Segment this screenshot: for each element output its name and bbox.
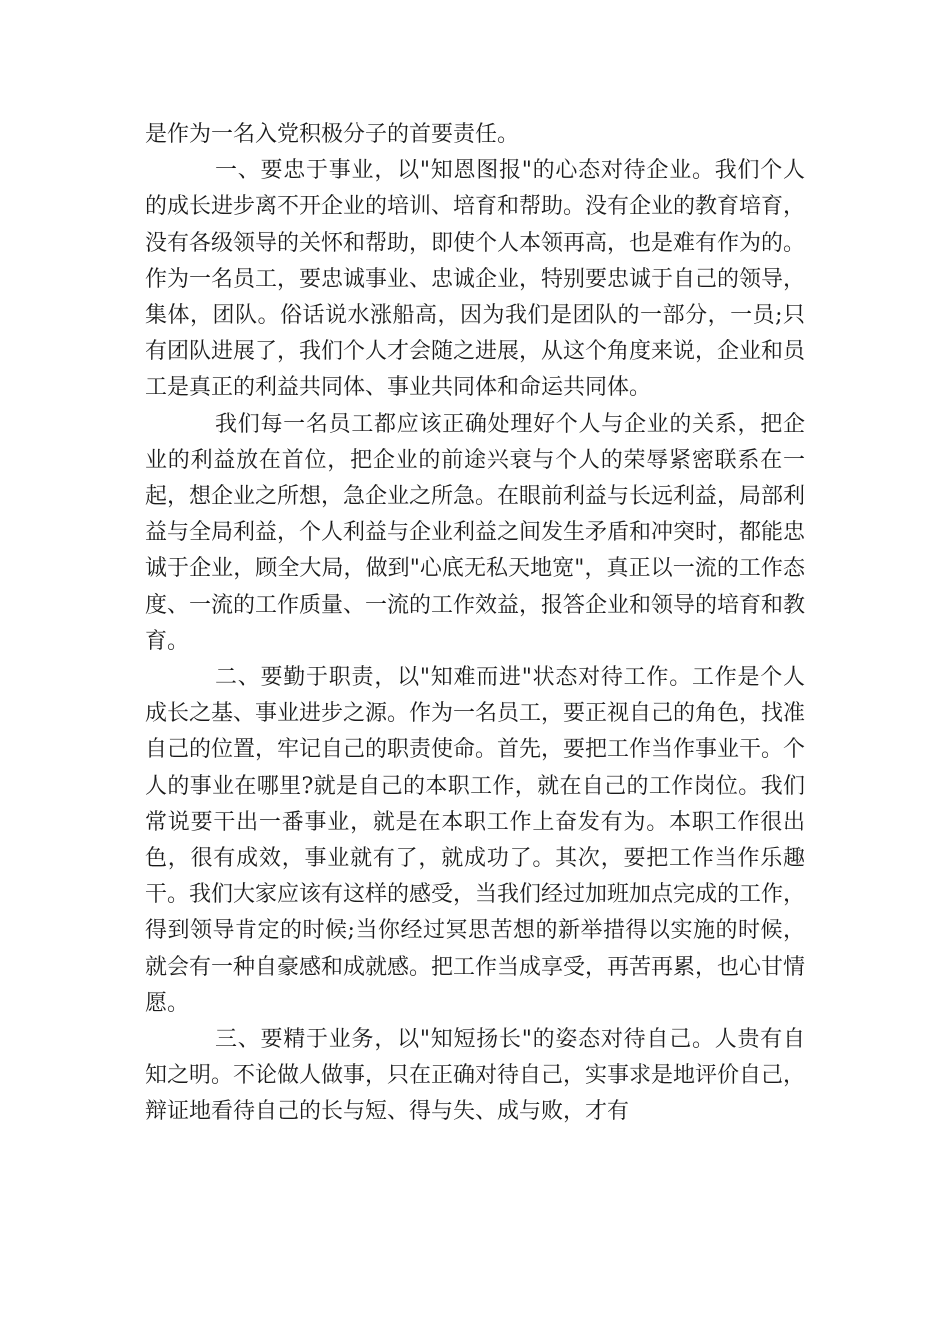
- paragraph-1: 一、要忠于事业，以"知恩图报"的心态对待企业。我们个人的成长进步离不开企业的培训、培育和帮助。没有企业的教育培育，没有各级领导的关怀和帮助，即使个人本领再高，也是难有作为的。作为一名员工，要忠诚事业、忠诚企业，特别要忠诚于自己的领导，集体，团队。俗话说水涨船高，因为我们是团队的一部分，一员;只有团队进展了，我们个人才会随之进展，从这个角度来说，企业和员工是真正的利益共同体、事业共同体和命运共同体。: [145, 158, 806, 401]
- paragraph-2: 我们每一名员工都应该正确处理好个人与企业的关系，把企业的利益放在首位，把企业的前途兴衰与个人的荣辱紧密联系在一起，想企业之所想，急企业之所急。在眼前利益与长远利益，局部利益与全局利益，个人利益与企业利益之间发生矛盾和冲突时，都能忠诚于企业，顾全大局，做到"心底无私天地宽"，真正以一流的工作态度、一流的工作质量、一流的工作效益，报答企业和领导的培育和教育。: [145, 411, 806, 654]
- paragraph-0: 是作为一名入党积极分子的首要责任。: [145, 122, 520, 147]
- document-body: [145, 117, 805, 1131]
- paragraph-3: 二、要勤于职责，以"知难而进"状态对待工作。工作是个人成长之基、事业进步之源。作为一名员工，要正视自己的角色，找准自己的位置，牢记自己的职责使命。首先，要把工作当作事业干。个人的事业在哪里?就是自己的本职工作，就在自己的工作岗位。我们常说要干出一番事业，就是在本职工作上奋发有为。本职工作很出色，很有成效，事业就有了，就成功了。其次，要把工作当作乐趣干。我们大家应该有这样的感受，当我们经过加班加点完成的工作，得到领导肯定的时候;当你经过冥思苦想的新举措得以实施的时候，就会有一种自豪感和成就感。把工作当成享受，再苦再累，也心甘情愿。: [145, 665, 806, 1016]
- paragraph-4: 三、要精于业务，以"知短扬长"的姿态对待自己。人贵有自知之明。不论做人做事，只在正确对待自己，实事求是地评价自己，辩证地看待自己的长与短、得与失、成与败，才有: [145, 1027, 806, 1125]
